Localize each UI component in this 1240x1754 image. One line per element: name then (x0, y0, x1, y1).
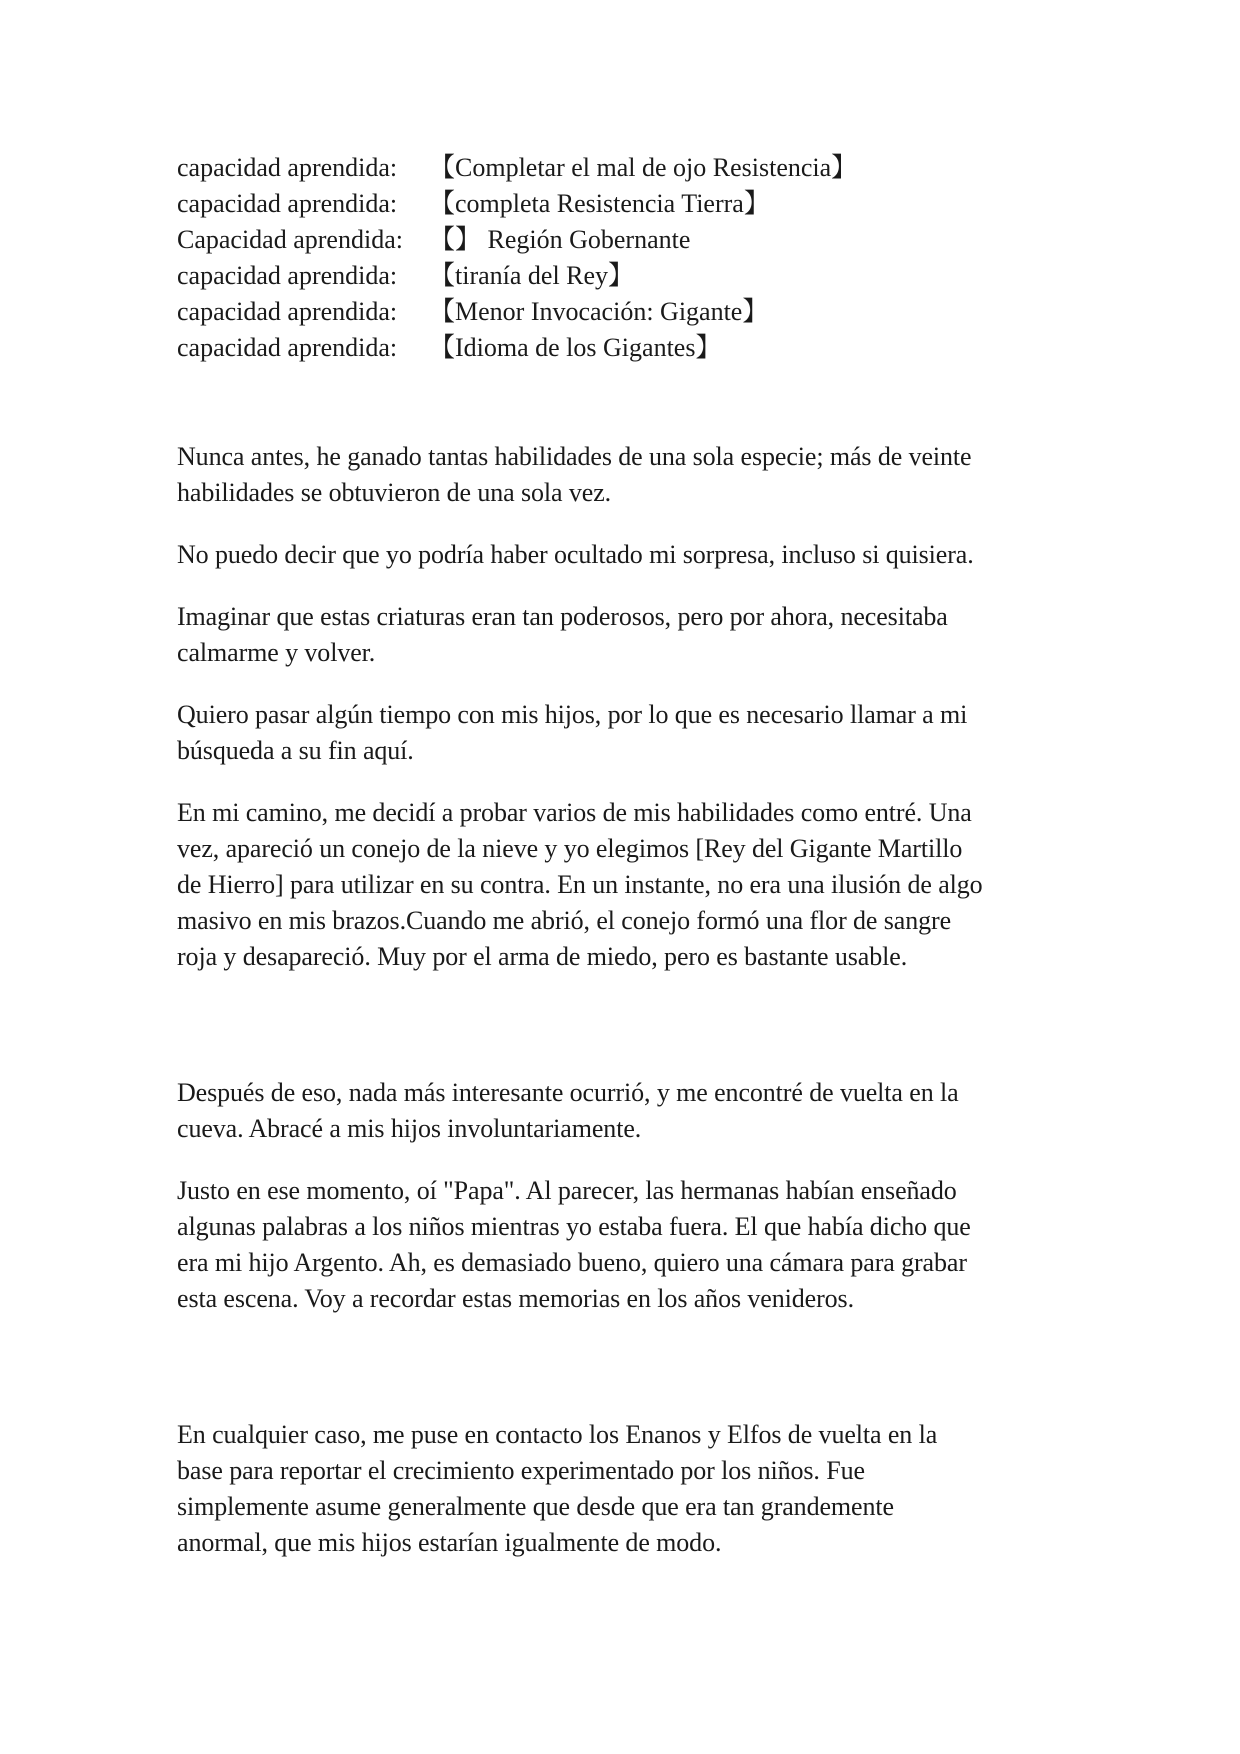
paragraph (177, 1075, 1077, 1147)
ability-label: capacidad aprendida: (177, 333, 398, 362)
paragraph (177, 439, 1077, 511)
paragraph (177, 697, 1077, 769)
text-line: vez, apareció un conejo de la nieve y yo elegimos [Rey del Gigante Martillo (177, 834, 963, 863)
text-line: Después de eso, nada más interesante ocurrió, y me encontré de vuelta en la (177, 1078, 959, 1107)
text-line: era mi hijo Argento. Ah, es demasiado bueno, quiero una cámara para grabar (177, 1248, 967, 1277)
text-line: búsqueda a su fin aquí. (177, 736, 414, 765)
text-line: anormal, que mis hijos estarían igualmente de modo. (177, 1528, 722, 1557)
ability-line (177, 258, 1077, 294)
ability-line (177, 222, 1077, 258)
ability-label: capacidad aprendida: (177, 297, 398, 326)
ability-value: 【tiranía del Rey】 (429, 261, 635, 290)
text-line: Imaginar que estas criaturas eran tan poderosos, pero por ahora, necesitaba (177, 602, 948, 631)
ability-label: Capacidad aprendida: (177, 225, 403, 254)
paragraph (177, 599, 1077, 671)
ability-line (177, 150, 1077, 186)
ability-value: 【】 Región Gobernante (429, 225, 691, 254)
ability-label: capacidad aprendida: (177, 189, 398, 218)
ability-line (177, 294, 1077, 330)
ability-line (177, 186, 1077, 222)
text-line: esta escena. Voy a recordar estas memorias en los años venideros. (177, 1284, 854, 1313)
text-line: Justo en ese momento, oí "Papa". Al parecer, las hermanas habían enseñado (177, 1176, 957, 1205)
ability-list (177, 150, 1077, 366)
text-line: masivo en mis brazos.Cuando me abrió, el conejo formó una flor de sangre (177, 906, 952, 935)
text-line: simplemente asume generalmente que desde que era tan grandemente (177, 1492, 894, 1521)
text-line: habilidades se obtuvieron de una sola vez. (177, 478, 612, 507)
text-line: calmarme y volver. (177, 638, 376, 667)
text-line: base para reportar el crecimiento experimentado por los niños. Fue (177, 1456, 865, 1485)
text-line: roja y desapareció. Muy por el arma de miedo, pero es bastante usable. (177, 942, 908, 971)
text-line: Nunca antes, he ganado tantas habilidades de una sola especie; más de veinte (177, 442, 972, 471)
text-line: En mi camino, me decidí a probar varios de mis habilidades como entré. Una (177, 798, 972, 827)
text-line: cueva. Abracé a mis hijos involuntariamente. (177, 1114, 642, 1143)
ability-label: capacidad aprendida: (177, 153, 398, 182)
ability-label: capacidad aprendida: (177, 261, 398, 290)
ability-value: 【Idioma de los Gigantes】 (429, 333, 722, 362)
text-line: No puedo decir que yo podría haber ocultado mi sorpresa, incluso si quisiera. (177, 540, 974, 569)
ability-line (177, 330, 1077, 366)
paragraph (177, 1173, 1077, 1317)
ability-value: 【completa Resistencia Tierra】 (429, 189, 770, 218)
ability-value: 【Completar el mal de ojo Resistencia】 (429, 153, 858, 182)
text-line: En cualquier caso, me puse en contacto los Enanos y Elfos de vuelta en la (177, 1420, 938, 1449)
ability-value: 【Menor Invocación: Gigante】 (429, 297, 769, 326)
text-line: Quiero pasar algún tiempo con mis hijos, por lo que es necesario llamar a mi (177, 700, 968, 729)
paragraph (177, 795, 1077, 975)
text-line: de Hierro] para utilizar en su contra. En un instante, no era una ilusión de algo (177, 870, 983, 899)
page-content (177, 150, 1077, 1561)
text-line: algunas palabras a los niños mientras yo estaba fuera. El que había dicho que (177, 1212, 971, 1241)
paragraph (177, 537, 1077, 573)
paragraph (177, 1417, 1077, 1561)
